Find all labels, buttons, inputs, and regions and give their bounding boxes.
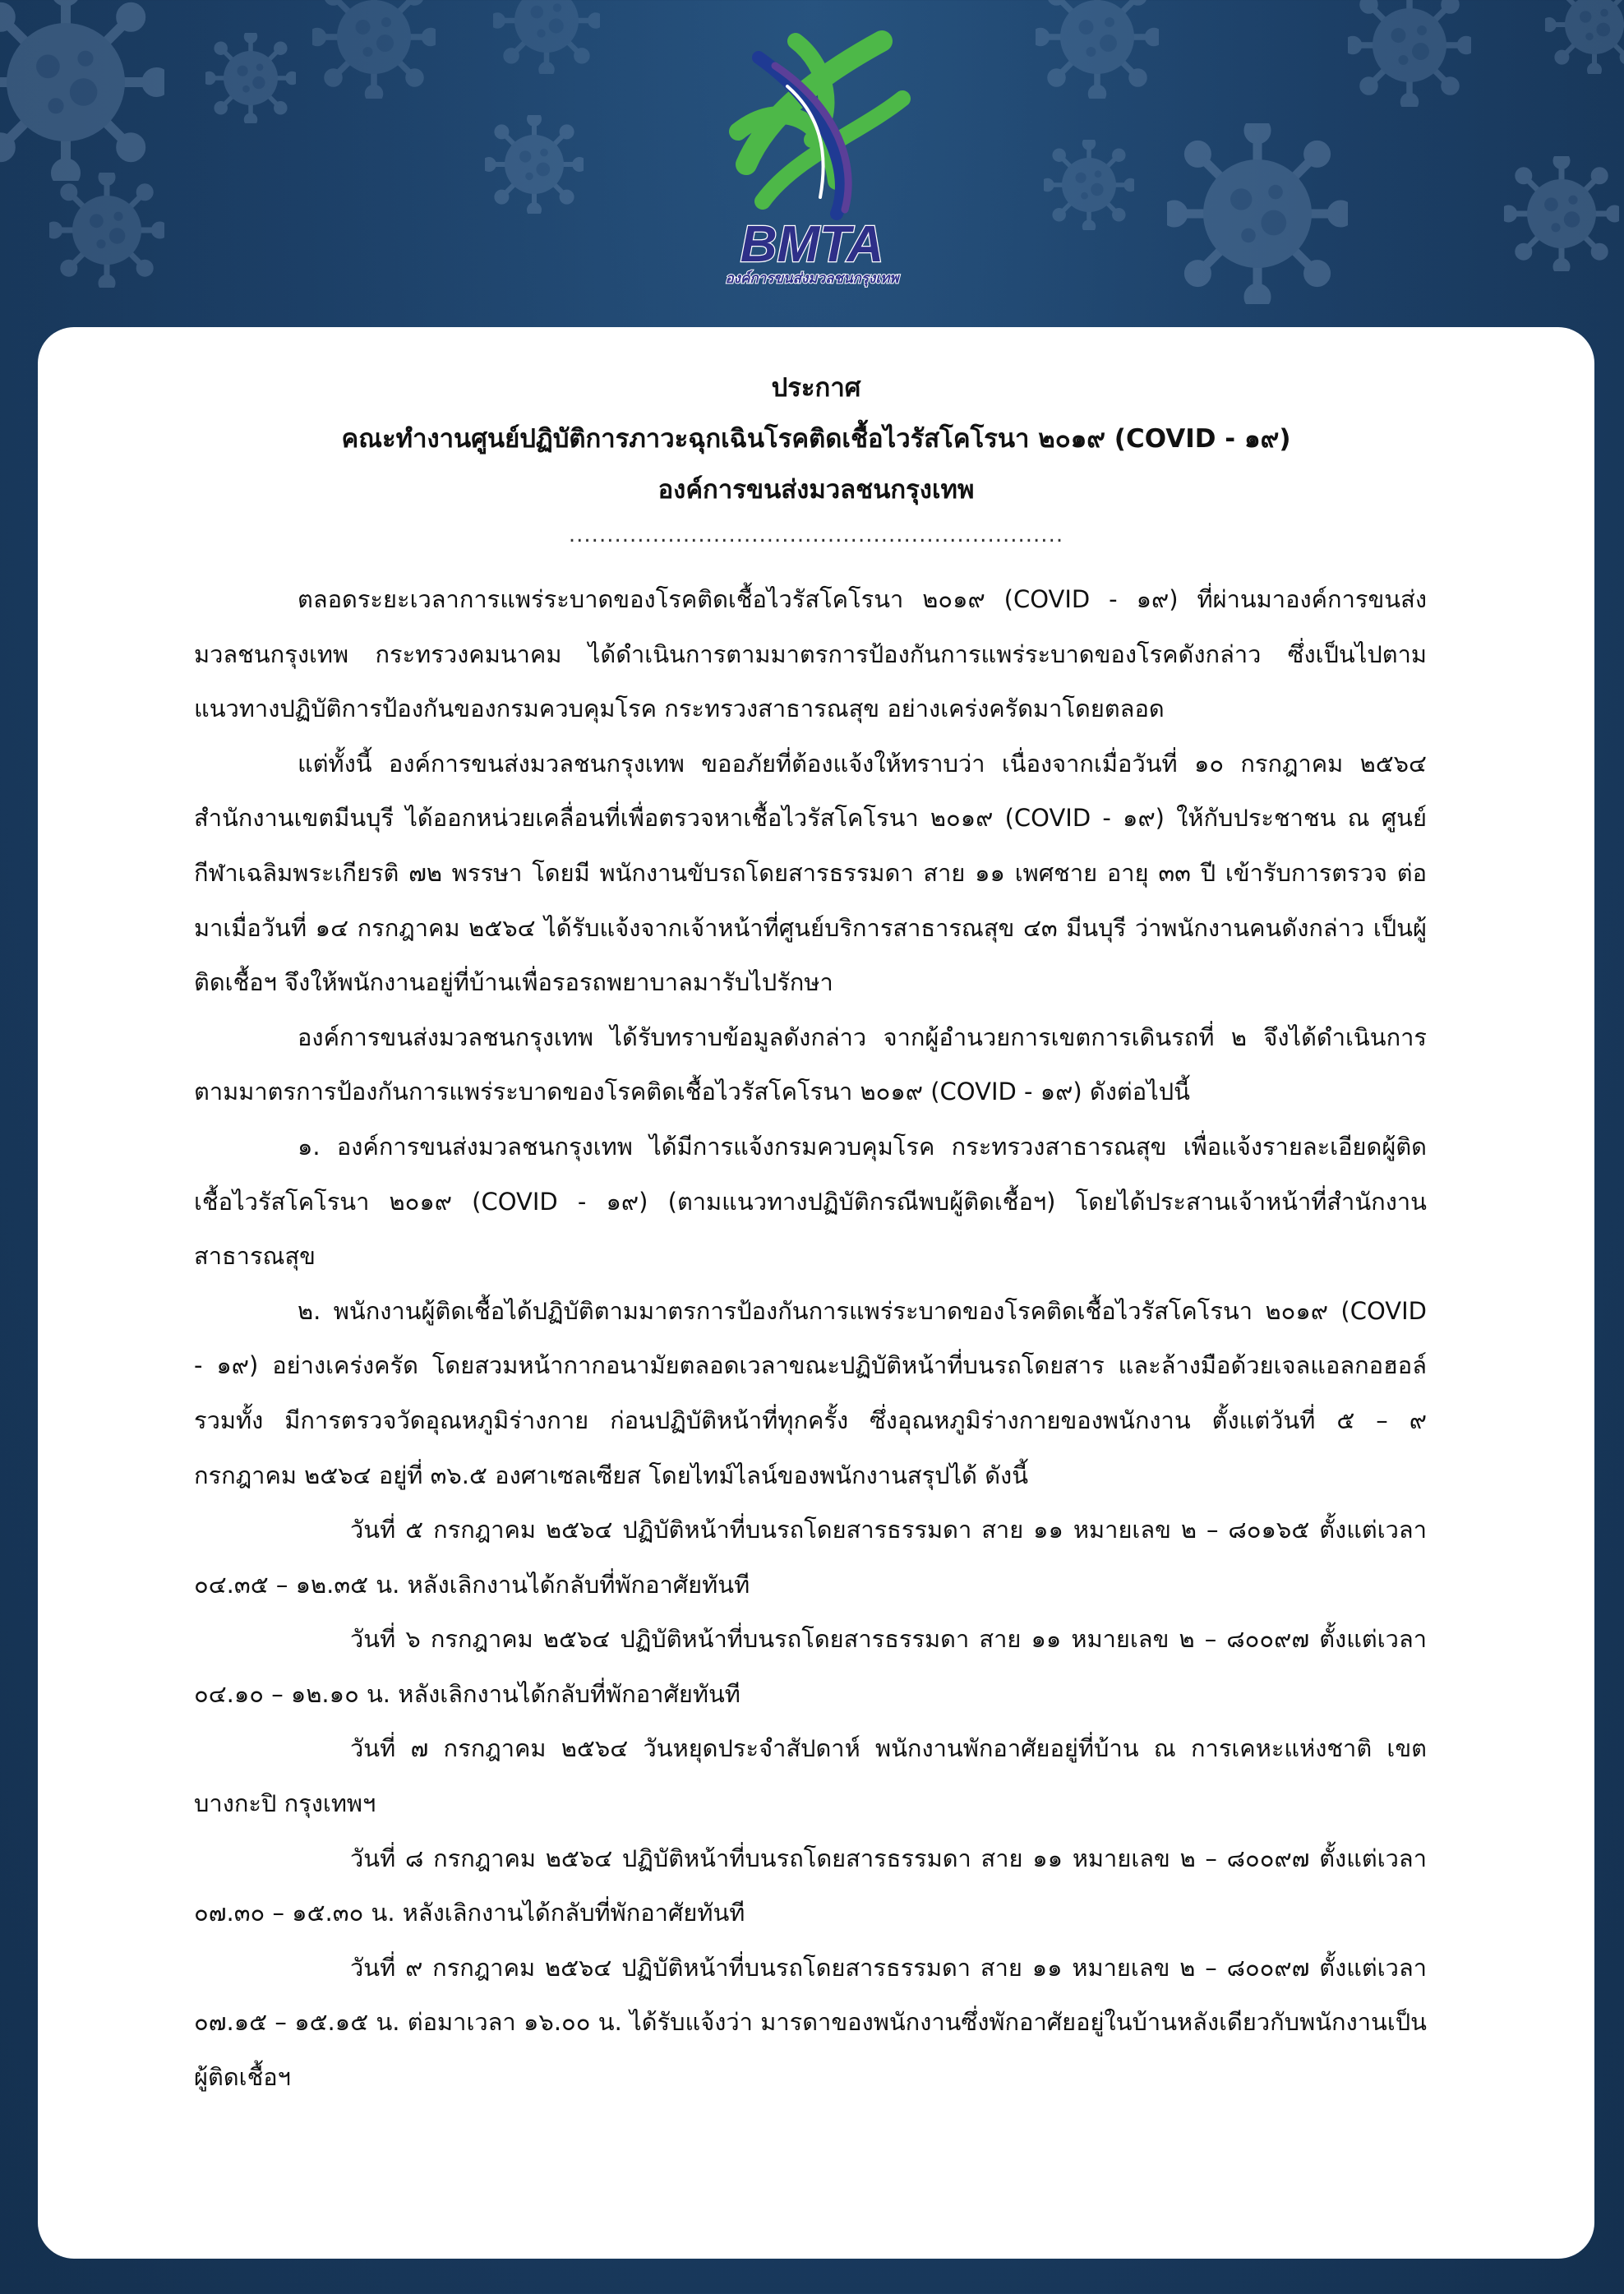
announcement-title: ประกาศ — [771, 373, 861, 403]
paragraph-intro: ตลอดระยะเวลาการแพร่ระบาดของโรคติดเชื้อไวรัสโคโรนา ๒๐๑๙ (COVID - ๑๙) ที่ผ่านมาองค์การขนส่งมวลชนกรุงเทพ กระทรวงคมนาคม ได้ดำเนินการตามมาตรการป้องกันการแพร่ระบาดของโรคดังกล่าว ซึ่งเป็นไปตามแนวทางปฏิบัติการป้องกันของกรมควบคุมโรค กระทรวงสาธารณสุข อย่างเคร่งครัดมาโดยตลอด — [194, 585, 1427, 723]
committee-name: คณะทำงานศูนย์ปฏิบัติการภาวะฉุกเฉินโรคติดเชื้อไวรัสโคโรนา ๒๐๑๙ (COVID - ๑๙) — [341, 424, 1291, 454]
virus-icon — [1167, 123, 1348, 304]
virus-icon — [485, 115, 584, 214]
bmta-logo-subtitle: องค์การขนส่งมวลชนกรุงเทพ — [725, 270, 899, 287]
virus-icon — [1036, 0, 1159, 99]
paragraph-response: องค์การขนส่งมวลชนกรุงเทพ ได้รับทราบข้อมูลดังกล่าว จากผู้อำนวยการเขตการเดินรถที่ ๒ จึงได้ดำเนินการตามมาตรการป้องกันการแพร่ระบาดของโรคติดเชื้อไวรัสโคโรนา ๒๐๑๙ (COVID - ๑๙) ดังต่อไปนี้ — [194, 1022, 1427, 1106]
organization-name: องค์การขนส่งมวลชนกรุงเทพ — [657, 475, 975, 505]
timeline-entry: วันที่ ๘ กรกฎาคม ๒๕๖๔ ปฏิบัติหน้าที่บนรถโดยสารธรรมดา สาย ๑๑ หมายเลข ๒ – ๘๐๐๙๗ ตั้งแต่เวลา ๐๗.๓๐ – ๑๕.๓๐ น. หลังเลิกงานได้กลับที่พักอาศัยทันที — [194, 1844, 1427, 1927]
bmta-logo — [713, 8, 911, 292]
timeline-entry: วันที่ ๗ กรกฎาคม ๒๕๖๔ วันหยุดประจำสัปดาห์ พนักงานพักอาศัยอยู่ที่บ้าน ณ การเคหะแห่งชาติ เขตบางกะปิ กรุงเทพฯ — [194, 1734, 1427, 1818]
announcement-card — [38, 327, 1594, 2259]
paragraph-item-1: ๑. องค์การขนส่งมวลชนกรุงเทพ ได้มีการแจ้งกรมควบคุมโรค กระทรวงสาธารณสุข เพื่อแจ้งรายละเอียดผู้ติดเชื้อไวรัสโคโรนา ๒๐๑๙ (COVID - ๑๙) (ตามแนวทางปฏิบัติกรณีพบผู้ติดเชื้อฯ) โดยได้ประสานเจ้าหน้าที่สำนักงานสาธารณสุข — [194, 1132, 1427, 1271]
bmta-emblem-icon — [738, 41, 902, 214]
timeline-entry: วันที่ ๙ กรกฎาคม ๒๕๖๔ ปฏิบัติหน้าที่บนรถโดยสารธรรมดา สาย ๑๑ หมายเลข ๒ – ๘๐๐๙๗ ตั้งแต่เวลา ๐๗.๑๕ – ๑๕.๑๕ น. ต่อมาเวลา ๑๖.๐๐ น. ได้รับแจ้งว่า มารดาของพนักงานซึ่งพักอาศัยอยู่ในบ้านหลังเดียวกับพนักงานเป็นผู้ติดเชื้อฯ — [194, 1953, 1427, 2092]
timeline-entry: วันที่ ๕ กรกฎาคม ๒๕๖๔ ปฏิบัติหน้าที่บนรถโดยสารธรรมดา สาย ๑๑ หมายเลข ๒ – ๘๐๑๖๕ ตั้งแต่เวลา ๐๔.๓๕ – ๑๒.๓๕ น. หลังเลิกงานได้กลับที่พักอาศัยทันที — [194, 1516, 1427, 1599]
paragraph-incident: แต่ทั้งนี้ องค์การขนส่งมวลชนกรุงเทพ ขออภัยที่ต้องแจ้งให้ทราบว่า เนื่องจากเมื่อวันที่ ๑๐ กรกฎาคม ๒๕๖๔ สำนักงานเขตมีนบุรี ได้ออกหน่วยเคลื่อนที่เพื่อตรวจหาเชื้อไวรัสโคโรนา ๒๐๑๙ (COVID - ๑๙) ให้กับประชาชน ณ ศูนย์กีฬาเฉลิมพระเกียรติ ๗๒ พรรษา โดยมี พนักงานขับรถโดยสารธรรมดา สาย ๑๑ เพศชาย อายุ ๓๓ ปี เข้ารับการตรวจ ต่อมาเมื่อวันที่ ๑๔ กรกฎาคม ๒๕๖๔ ได้รับแจ้งจากเจ้าหน้าที่ศูนย์บริการสาธารณสุข ๔๓ มีนบุรี ว่าพนักงานคนดังกล่าว เป็นผู้ติดเชื้อฯ จึงให้พนักงานอยู่ที่บ้านเพื่อรอรถพยาบาลมารับไปรักษา — [194, 749, 1427, 997]
virus-icon — [1348, 0, 1471, 107]
virus-icon — [1504, 156, 1619, 271]
virus-icon — [1044, 140, 1134, 230]
virus-icon — [0, 0, 164, 181]
virus-icon — [493, 0, 600, 74]
title-separator: ................................................................. — [568, 523, 1064, 547]
virus-icon — [1545, 0, 1624, 74]
bmta-logo-text: BMTA — [740, 216, 884, 273]
virus-icon — [49, 173, 164, 288]
timeline-entry: วันที่ ๖ กรกฎาคม ๒๕๖๔ ปฏิบัติหน้าที่บนรถโดยสารธรรมดา สาย ๑๑ หมายเลข ๒ – ๘๐๐๙๗ ตั้งแต่เวลา ๐๔.๑๐ – ๑๒.๑๐ น. หลังเลิกงานได้กลับที่พักอาศัยทันที — [194, 1625, 1427, 1708]
virus-icon — [205, 33, 296, 123]
virus-icon — [312, 0, 436, 99]
announcement-body — [194, 572, 1427, 2105]
paragraph-item-2: ๒. พนักงานผู้ติดเชื้อได้ปฏิบัติตามมาตรการป้องกันการแพร่ระบาดของโรคติดเชื้อไวรัสโคโรนา ๒๐๑๙ (COVID - ๑๙) อย่างเคร่งครัด โดยสวมหน้ากากอนามัยตลอดเวลาขณะปฏิบัติหน้าที่บนรถโดยสาร และล้างมือด้วยเจลแอลกอฮอล์ รวมทั้ง มีการตรวจวัดอุณหภูมิร่างกาย ก่อนปฏิบัติหน้าที่ทุกครั้ง ซึ่งอุณหภูมิร่างกายของพนักงาน ตั้งแต่วันที่ ๕ – ๙ กรกฎาคม ๒๕๖๔ อยู่ที่ ๓๖.๕ องศาเซลเซียส โดยไทม์ไลน์ของพนักงานสรุปได้ ดังนี้ — [194, 1296, 1427, 1489]
